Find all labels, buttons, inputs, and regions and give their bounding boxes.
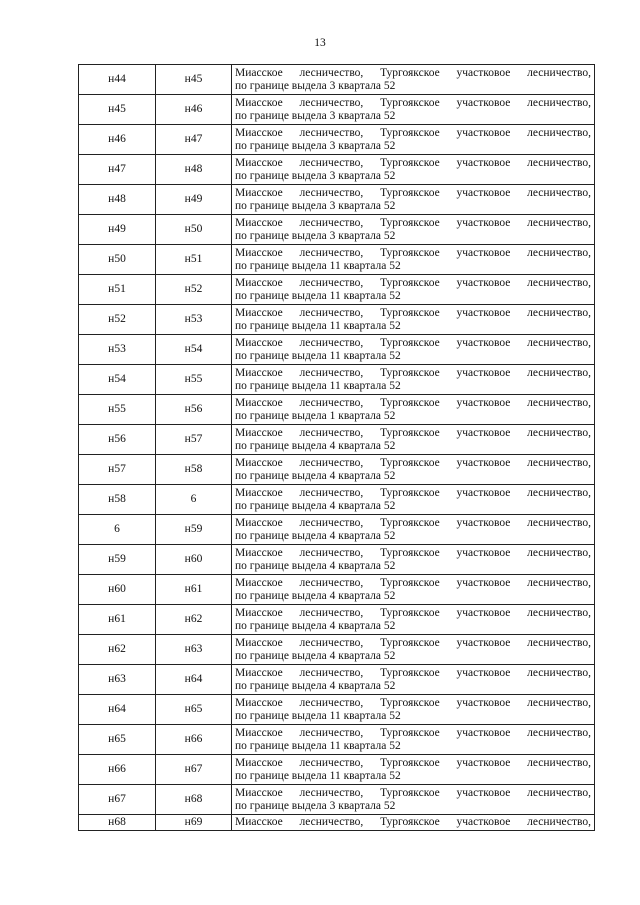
description-line-1: Миасское лесничество, Тургоякское участковое лесничество, bbox=[235, 816, 591, 828]
point-from-cell: н65 bbox=[79, 725, 156, 755]
table-row bbox=[79, 395, 595, 425]
table-row bbox=[79, 815, 595, 831]
point-to-cell: н68 bbox=[156, 785, 232, 815]
description-line-2: по границе выдела 11 квартала 52 bbox=[235, 320, 401, 332]
point-from-cell: н61 bbox=[79, 605, 156, 635]
point-from-cell: н55 bbox=[79, 395, 156, 425]
point-from-cell: н67 bbox=[79, 785, 156, 815]
description-line-1: Миасское лесничество, Тургоякское участковое лесничество, bbox=[235, 576, 591, 589]
table-row bbox=[79, 155, 595, 185]
point-to-cell: н66 bbox=[156, 725, 232, 755]
point-to-cell: н50 bbox=[156, 215, 232, 245]
table-row bbox=[79, 575, 595, 605]
boundary-description-cell bbox=[232, 485, 595, 515]
point-from-cell: н58 bbox=[79, 485, 156, 515]
point-to-cell: н53 bbox=[156, 305, 232, 335]
point-from-cell: н45 bbox=[79, 95, 156, 125]
table-row bbox=[79, 635, 595, 665]
boundary-description-cell bbox=[232, 725, 595, 755]
point-to-cell: н49 bbox=[156, 185, 232, 215]
point-to-cell: н46 bbox=[156, 95, 232, 125]
description-line-1: Миасское лесничество, Тургоякское участковое лесничество, bbox=[235, 516, 591, 529]
description-line-1: Миасское лесничество, Тургоякское участковое лесничество, bbox=[235, 666, 591, 679]
boundary-description-cell bbox=[232, 335, 595, 365]
description-line-1: Миасское лесничество, Тургоякское участковое лесничество, bbox=[235, 66, 591, 79]
point-to-cell: н47 bbox=[156, 125, 232, 155]
point-from-cell: н63 bbox=[79, 665, 156, 695]
point-to-cell: н61 bbox=[156, 575, 232, 605]
point-from-cell: н48 bbox=[79, 185, 156, 215]
point-to-cell: н62 bbox=[156, 605, 232, 635]
boundary-description-cell bbox=[232, 395, 595, 425]
description-line-2: по границе выдела 4 квартала 52 bbox=[235, 590, 396, 602]
point-from-cell: н51 bbox=[79, 275, 156, 305]
page-number: 13 bbox=[314, 37, 326, 49]
point-to-cell: н64 bbox=[156, 665, 232, 695]
boundary-description-cell bbox=[232, 95, 595, 125]
description-line-1: Миасское лесничество, Тургоякское участковое лесничество, bbox=[235, 636, 591, 649]
point-from-cell: н56 bbox=[79, 425, 156, 455]
point-to-cell: н52 bbox=[156, 275, 232, 305]
boundary-description-cell bbox=[232, 815, 595, 831]
boundary-description-cell bbox=[232, 155, 595, 185]
boundary-description-cell bbox=[232, 65, 595, 95]
boundary-description-cell bbox=[232, 215, 595, 245]
boundary-description-cell bbox=[232, 545, 595, 575]
table-row bbox=[79, 755, 595, 785]
table-row bbox=[79, 275, 595, 305]
point-from-cell: н57 bbox=[79, 455, 156, 485]
boundary-description-cell bbox=[232, 245, 595, 275]
description-line-1: Миасское лесничество, Тургоякское участковое лесничество, bbox=[235, 246, 591, 259]
description-line-1: Миасское лесничество, Тургоякское участковое лесничество, bbox=[235, 696, 591, 709]
boundary-description-cell bbox=[232, 185, 595, 215]
boundary-description-cell bbox=[232, 695, 595, 725]
point-from-cell: н64 bbox=[79, 695, 156, 725]
point-to-cell: н67 bbox=[156, 755, 232, 785]
description-line-2: по границе выдела 4 квартала 52 bbox=[235, 560, 396, 572]
description-line-1: Миасское лесничество, Тургоякское участковое лесничество, bbox=[235, 186, 591, 199]
boundary-description-cell bbox=[232, 275, 595, 305]
boundary-description-cell bbox=[232, 575, 595, 605]
description-line-2: по границе выдела 4 квартала 52 bbox=[235, 470, 396, 482]
description-line-2: по границе выдела 1 квартала 52 bbox=[235, 410, 396, 422]
boundary-description-cell bbox=[232, 785, 595, 815]
description-line-1: Миасское лесничество, Тургоякское участковое лесничество, bbox=[235, 726, 591, 739]
description-line-1: Миасское лесничество, Тургоякское участковое лесничество, bbox=[235, 96, 591, 109]
boundary-table-body bbox=[79, 65, 595, 831]
description-line-1: Миасское лесничество, Тургоякское участковое лесничество, bbox=[235, 786, 591, 799]
description-line-1: Миасское лесничество, Тургоякское участковое лесничество, bbox=[235, 126, 591, 139]
description-line-2: по границе выдела 3 квартала 52 bbox=[235, 110, 396, 122]
point-to-cell: н65 bbox=[156, 695, 232, 725]
table-row bbox=[79, 65, 595, 95]
boundary-table bbox=[78, 64, 595, 831]
point-from-cell: н59 bbox=[79, 545, 156, 575]
description-line-1: Миасское лесничество, Тургоякское участковое лесничество, bbox=[235, 756, 591, 769]
point-from-cell: н46 bbox=[79, 125, 156, 155]
point-from-cell: н66 bbox=[79, 755, 156, 785]
table-row bbox=[79, 725, 595, 755]
description-line-1: Миасское лесничество, Тургоякское участковое лесничество, bbox=[235, 396, 591, 409]
point-from-cell: н53 bbox=[79, 335, 156, 365]
description-line-2: по границе выдела 3 квартала 52 bbox=[235, 140, 396, 152]
point-from-cell: н62 bbox=[79, 635, 156, 665]
description-line-1: Миасское лесничество, Тургоякское участковое лесничество, bbox=[235, 426, 591, 439]
point-to-cell: н59 bbox=[156, 515, 232, 545]
description-line-2: по границе выдела 4 квартала 52 bbox=[235, 620, 396, 632]
point-to-cell: н69 bbox=[156, 815, 232, 831]
point-to-cell: н58 bbox=[156, 455, 232, 485]
description-line-2: по границе выдела 3 квартала 52 bbox=[235, 80, 396, 92]
point-to-cell: н60 bbox=[156, 545, 232, 575]
description-line-1: Миасское лесничество, Тургоякское участковое лесничество, bbox=[235, 546, 591, 559]
point-to-cell: н63 bbox=[156, 635, 232, 665]
point-to-cell: н55 bbox=[156, 365, 232, 395]
boundary-description-cell bbox=[232, 125, 595, 155]
description-line-2: по границе выдела 4 квартала 52 bbox=[235, 440, 396, 452]
boundary-description-cell bbox=[232, 515, 595, 545]
point-to-cell: 6 bbox=[156, 485, 232, 515]
table-row bbox=[79, 245, 595, 275]
boundary-description-cell bbox=[232, 755, 595, 785]
boundary-description-cell bbox=[232, 665, 595, 695]
description-line-2: по границе выдела 4 квартала 52 bbox=[235, 530, 396, 542]
description-line-1: Миасское лесничество, Тургоякское участковое лесничество, bbox=[235, 306, 591, 319]
point-to-cell: н54 bbox=[156, 335, 232, 365]
table-row bbox=[79, 515, 595, 545]
boundary-description-cell bbox=[232, 365, 595, 395]
description-line-2: по границе выдела 11 квартала 52 bbox=[235, 770, 401, 782]
boundary-description-cell bbox=[232, 635, 595, 665]
table-row bbox=[79, 335, 595, 365]
description-line-2: по границе выдела 4 квартала 52 bbox=[235, 500, 396, 512]
description-line-2: по границе выдела 3 квартала 52 bbox=[235, 170, 396, 182]
point-from-cell: н49 bbox=[79, 215, 156, 245]
point-to-cell: н51 bbox=[156, 245, 232, 275]
table-row bbox=[79, 185, 595, 215]
point-to-cell: н56 bbox=[156, 395, 232, 425]
table-row bbox=[79, 95, 595, 125]
description-line-1: Миасское лесничество, Тургоякское участковое лесничество, bbox=[235, 336, 591, 349]
point-from-cell: н68 bbox=[79, 815, 156, 831]
table-row bbox=[79, 485, 595, 515]
table-row bbox=[79, 425, 595, 455]
point-from-cell: н44 bbox=[79, 65, 156, 95]
boundary-description-cell bbox=[232, 455, 595, 485]
table-row bbox=[79, 305, 595, 335]
description-line-2: по границе выдела 11 квартала 52 bbox=[235, 710, 401, 722]
description-line-2: по границе выдела 4 квартала 52 bbox=[235, 680, 396, 692]
description-line-1: Миасское лесничество, Тургоякское участковое лесничество, bbox=[235, 216, 591, 229]
point-from-cell: 6 bbox=[79, 515, 156, 545]
boundary-description-cell bbox=[232, 305, 595, 335]
point-from-cell: н47 bbox=[79, 155, 156, 185]
description-line-1: Миасское лесничество, Тургоякское участковое лесничество, bbox=[235, 156, 591, 169]
boundary-description-cell bbox=[232, 425, 595, 455]
point-from-cell: н50 bbox=[79, 245, 156, 275]
description-line-2: по границе выдела 4 квартала 52 bbox=[235, 650, 396, 662]
table-row bbox=[79, 785, 595, 815]
table-row bbox=[79, 455, 595, 485]
point-to-cell: н57 bbox=[156, 425, 232, 455]
boundary-description-cell bbox=[232, 605, 595, 635]
table-row bbox=[79, 365, 595, 395]
description-line-2: по границе выдела 3 квартала 52 bbox=[235, 800, 396, 812]
description-line-2: по границе выдела 11 квартала 52 bbox=[235, 350, 401, 362]
description-line-1: Миасское лесничество, Тургоякское участковое лесничество, bbox=[235, 606, 591, 619]
table-row bbox=[79, 125, 595, 155]
description-line-2: по границе выдела 11 квартала 52 bbox=[235, 290, 401, 302]
table-row bbox=[79, 215, 595, 245]
description-line-2: по границе выдела 3 квартала 52 bbox=[235, 200, 396, 212]
point-to-cell: н45 bbox=[156, 65, 232, 95]
description-line-1: Миасское лесничество, Тургоякское участковое лесничество, bbox=[235, 276, 591, 289]
table-row bbox=[79, 545, 595, 575]
description-line-2: по границе выдела 11 квартала 52 bbox=[235, 380, 401, 392]
table-row bbox=[79, 665, 595, 695]
table-row bbox=[79, 605, 595, 635]
description-line-1: Миасское лесничество, Тургоякское участковое лесничество, bbox=[235, 366, 591, 379]
description-line-2: по границе выдела 11 квартала 52 bbox=[235, 740, 401, 752]
point-from-cell: н52 bbox=[79, 305, 156, 335]
point-to-cell: н48 bbox=[156, 155, 232, 185]
description-line-1: Миасское лесничество, Тургоякское участковое лесничество, bbox=[235, 456, 591, 469]
table-row bbox=[79, 695, 595, 725]
description-line-2: по границе выдела 11 квартала 52 bbox=[235, 260, 401, 272]
description-line-2: по границе выдела 3 квартала 52 bbox=[235, 230, 396, 242]
description-line-1: Миасское лесничество, Тургоякское участковое лесничество, bbox=[235, 486, 591, 499]
point-from-cell: н54 bbox=[79, 365, 156, 395]
point-from-cell: н60 bbox=[79, 575, 156, 605]
